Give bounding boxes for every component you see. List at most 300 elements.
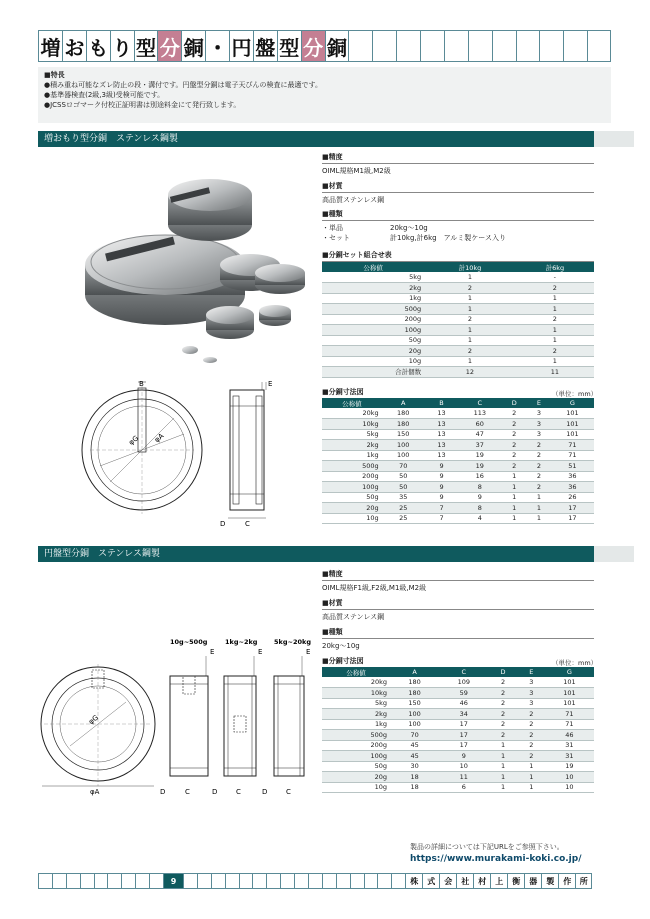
table-cell: 1 <box>424 272 516 283</box>
table-header: A <box>382 398 425 408</box>
table-cell: 10g <box>322 782 390 793</box>
footer-cell <box>350 873 364 889</box>
table-cell: 1 <box>501 503 527 514</box>
table-cell: 2 <box>527 482 551 493</box>
table-cell: 10g <box>322 513 382 524</box>
table-cell: 25 <box>382 503 425 514</box>
table-cell: 101 <box>545 677 594 688</box>
company-name-cell: 会 <box>439 873 456 889</box>
table-cell: 101 <box>545 698 594 709</box>
unit-label: （単位：mm） <box>552 390 598 398</box>
table-cell: 2 <box>424 346 516 357</box>
table-cell: 100 <box>382 450 425 461</box>
table-cell: 100g <box>322 482 382 493</box>
title-cell <box>372 30 396 62</box>
footer-cell <box>225 873 239 889</box>
dim-label-b: B <box>139 380 144 388</box>
footer-strip <box>38 873 594 889</box>
spec-heading: ■材質 <box>322 598 594 610</box>
table-cell: 10 <box>545 782 594 793</box>
table-cell: 46 <box>545 730 594 741</box>
title-cell <box>516 30 540 62</box>
table-cell: 1 <box>516 293 594 304</box>
title-cell: 銅 <box>325 30 349 62</box>
table-cell: 36 <box>551 482 594 493</box>
table-cell: 1 <box>501 482 527 493</box>
dim-label-e: E <box>268 380 273 388</box>
dim-label-e: E <box>210 648 215 656</box>
table-cell: 200g <box>322 740 390 751</box>
table-cell: 50g <box>322 761 390 772</box>
table-cell: 20kg <box>322 408 382 419</box>
table-cell: 9 <box>425 482 458 493</box>
title-cell: 円 <box>229 30 253 62</box>
table-row <box>322 325 594 336</box>
table-cell: 150 <box>390 698 439 709</box>
dim-label-g: φG <box>127 434 141 447</box>
table-cell: 2 <box>488 688 517 699</box>
table-row <box>322 304 594 315</box>
table-cell: 7 <box>425 513 458 524</box>
table-row <box>322 751 594 762</box>
spec-heading: ■分銅セット組合せ表 <box>322 250 594 262</box>
table-row <box>322 429 594 440</box>
table-row <box>322 719 594 730</box>
table-row <box>322 335 594 346</box>
title-cell <box>539 30 563 62</box>
footer-cell <box>52 873 66 889</box>
table-cell: 59 <box>439 688 488 699</box>
title-cell <box>587 30 611 62</box>
spec-precision-1 <box>322 152 594 176</box>
table-cell: 17 <box>439 740 488 751</box>
table-cell: 50g <box>322 492 382 503</box>
dim-label-g: φG <box>87 713 100 727</box>
table-cell: 109 <box>439 677 488 688</box>
company-name-cell: 製 <box>541 873 558 889</box>
table-row <box>322 709 594 720</box>
table-cell: 1 <box>501 471 527 482</box>
table-cell: 180 <box>390 688 439 699</box>
table-cell: 35 <box>382 492 425 503</box>
table-cell: 500g <box>322 730 390 741</box>
table-cell: 2kg <box>322 283 424 294</box>
table-cell: 20g <box>322 503 382 514</box>
table-row <box>322 782 594 793</box>
table-cell: 34 <box>439 709 488 720</box>
variant-label-medium: 1kg~2kg <box>225 638 258 646</box>
table-cell: 1 <box>501 513 527 524</box>
table-header: B <box>425 398 458 408</box>
table-header: 計10kg <box>424 262 516 272</box>
table-cell: 100 <box>382 440 425 451</box>
dimension-drawing-incremental-weight <box>80 378 300 528</box>
dimension-table-incremental <box>322 398 594 524</box>
footer-cell <box>391 873 405 889</box>
table-cell: 13 <box>425 429 458 440</box>
table-cell: 2 <box>518 730 545 741</box>
table-cell: 26 <box>551 492 594 503</box>
table-cell: 70 <box>390 730 439 741</box>
footer-note: 製品の詳細については下記URLをご参照下さい。 <box>410 843 564 851</box>
table-cell: 101 <box>551 429 594 440</box>
table-row <box>322 283 594 294</box>
table-cell: 9 <box>425 492 458 503</box>
table-cell: 1 <box>527 503 551 514</box>
table-cell: 71 <box>545 709 594 720</box>
type-value: 計10kg,計6kg アルミ製ケース入り <box>390 234 506 242</box>
footer-url-link[interactable]: https://www.murakami-koki.co.jp/ <box>410 854 582 864</box>
table-cell: 50g <box>322 335 424 346</box>
table-cell: 13 <box>425 450 458 461</box>
table-cell: 100 <box>390 719 439 730</box>
table-cell: 2 <box>501 408 527 419</box>
table-cell: 46 <box>439 698 488 709</box>
table-cell: 2 <box>518 709 545 720</box>
spec-value: 高品質ステンレス鋼 <box>322 613 385 621</box>
table-cell: 71 <box>551 450 594 461</box>
table-row <box>322 408 594 419</box>
table-row <box>322 450 594 461</box>
footer-cell <box>38 873 52 889</box>
page-number: 9 <box>163 873 183 889</box>
title-cell <box>444 30 468 62</box>
title-cell: お <box>62 30 86 62</box>
variant-label-large: 5kg~20kg <box>274 638 311 646</box>
footer-cell <box>266 873 280 889</box>
table-cell: 2 <box>518 740 545 751</box>
spec-precision-2 <box>322 569 594 593</box>
dim-label-d: D <box>220 520 226 528</box>
table-cell: 2 <box>501 450 527 461</box>
set-combination-table <box>322 262 594 378</box>
table-cell: 2 <box>527 461 551 472</box>
table-cell: 1 <box>424 356 516 367</box>
title-cell <box>468 30 492 62</box>
title-cell <box>563 30 587 62</box>
table-cell: 45 <box>390 751 439 762</box>
spec-value: OIML規格M1級,M2級 <box>322 167 391 175</box>
table-header: A <box>390 667 439 677</box>
feature-item: ●積み重ね可能なズレ防止の段・溝付です。円盤型分銅は電子天びんの検査に最適です。 <box>44 81 322 89</box>
table-cell: 12 <box>424 367 516 378</box>
table-row <box>322 761 594 772</box>
table-cell: 1 <box>516 335 594 346</box>
company-name-cell: 株 <box>405 873 422 889</box>
table-header: 公称値 <box>322 262 424 272</box>
dim-label-d: D <box>212 788 218 796</box>
table-cell: 3 <box>527 429 551 440</box>
table-cell: 1 <box>501 492 527 503</box>
table-cell: 3 <box>518 698 545 709</box>
table-row <box>322 688 594 699</box>
dimension-drawing-disc-weight <box>40 636 322 798</box>
table-cell: 10 <box>439 761 488 772</box>
section-bar-tab <box>594 131 634 147</box>
company-name-cell: 作 <box>558 873 575 889</box>
table-cell: 7 <box>425 503 458 514</box>
dim-label-d: D <box>160 788 166 796</box>
footer-cell <box>211 873 225 889</box>
title-cell: 増 <box>38 30 62 62</box>
table-cell: 2 <box>488 698 517 709</box>
footer-cell <box>294 873 308 889</box>
table-cell: 1 <box>488 782 517 793</box>
table-cell: 1 <box>424 325 516 336</box>
table-cell: 1 <box>424 304 516 315</box>
table-row <box>322 482 594 493</box>
type-value: 20kg～10g <box>390 224 428 232</box>
table-cell: 10kg <box>322 688 390 699</box>
table-header: D <box>488 667 517 677</box>
table-cell: 31 <box>545 751 594 762</box>
table-cell: 1 <box>518 772 545 783</box>
table-cell: 2 <box>518 751 545 762</box>
footer-cell <box>135 873 149 889</box>
company-name-cell: 器 <box>524 873 541 889</box>
table-cell: 2 <box>488 719 517 730</box>
table-cell: 36 <box>551 471 594 482</box>
table-cell: 1 <box>527 492 551 503</box>
company-name-cell: 式 <box>422 873 439 889</box>
table-cell: 100g <box>322 325 424 336</box>
type-key: ・単品 <box>322 224 343 232</box>
table-cell: 1 <box>488 740 517 751</box>
table-cell: 1 <box>488 761 517 772</box>
table-cell: 11 <box>516 367 594 378</box>
table-cell: 47 <box>458 429 501 440</box>
table-cell: 2 <box>518 719 545 730</box>
spec-types-1 <box>322 209 594 243</box>
table-cell: 5kg <box>322 429 382 440</box>
title-cell: も <box>86 30 110 62</box>
dim-label-a: φA <box>90 788 100 796</box>
table-cell: 101 <box>551 408 594 419</box>
table-row <box>322 740 594 751</box>
table-cell: 9 <box>439 751 488 762</box>
variant-label-small: 10g~500g <box>170 638 208 646</box>
table-header: 公称値 <box>322 667 390 677</box>
table-cell: 200g <box>322 314 424 325</box>
table-cell: 20kg <box>322 677 390 688</box>
footer-cell <box>364 873 378 889</box>
spec-value: 20kg～10g <box>322 642 360 650</box>
footer-cell <box>80 873 94 889</box>
table-cell: 1kg <box>322 719 390 730</box>
title-cell <box>492 30 516 62</box>
table-cell: 150 <box>382 429 425 440</box>
company-name-cell: 村 <box>473 873 490 889</box>
table-cell: 9 <box>425 461 458 472</box>
table-row <box>322 772 594 783</box>
footer-cell <box>94 873 108 889</box>
table-cell: 10 <box>545 772 594 783</box>
table-cell: 9 <box>425 471 458 482</box>
table-cell: 合計個数 <box>322 367 424 378</box>
table-cell: 101 <box>545 688 594 699</box>
table-header: C <box>439 667 488 677</box>
table-row <box>322 314 594 325</box>
dim-label-c: C <box>185 788 190 796</box>
table-cell: 1 <box>516 304 594 315</box>
unit-label: （単位：mm） <box>552 659 598 667</box>
feature-item: ●基準器検査(2級,3級)受検可能です。 <box>44 91 165 99</box>
title-cell <box>420 30 444 62</box>
table-cell: 71 <box>545 719 594 730</box>
table-cell: 37 <box>458 440 501 451</box>
title-cell: ・ <box>205 30 229 62</box>
footer-cell <box>322 873 336 889</box>
title-cell: 型 <box>277 30 301 62</box>
table-header: E <box>527 398 551 408</box>
table-cell: 10kg <box>322 419 382 430</box>
table-cell: 500g <box>322 304 424 315</box>
table-cell: 11 <box>439 772 488 783</box>
table-cell: 180 <box>390 677 439 688</box>
table-row <box>322 367 594 378</box>
table-cell: 2 <box>501 429 527 440</box>
table-cell: 6 <box>439 782 488 793</box>
table-cell: 1 <box>424 335 516 346</box>
spec-set-table-heading <box>322 250 594 262</box>
spec-heading: ■種類 <box>322 627 594 639</box>
spec-heading: ■分銅寸法図 <box>322 387 594 399</box>
footer-cell <box>308 873 322 889</box>
company-name-cell: 衡 <box>507 873 524 889</box>
table-cell: 2 <box>488 677 517 688</box>
title-cell <box>396 30 420 62</box>
footer-cell <box>149 873 163 889</box>
table-cell: 1 <box>527 513 551 524</box>
table-header: 公称値 <box>322 398 382 408</box>
dimension-table-disc <box>322 667 594 793</box>
table-cell: 3 <box>518 688 545 699</box>
title-cell: 型 <box>134 30 158 62</box>
table-cell: 2 <box>488 730 517 741</box>
table-cell: 2kg <box>322 709 390 720</box>
table-cell: 2 <box>488 709 517 720</box>
table-cell: 200g <box>322 471 382 482</box>
title-cell: り <box>110 30 134 62</box>
table-cell: 2 <box>527 440 551 451</box>
table-cell: 2 <box>516 283 594 294</box>
footer-cell <box>107 873 121 889</box>
table-cell: 1 <box>488 772 517 783</box>
footer-cell <box>377 873 391 889</box>
table-cell: 180 <box>382 419 425 430</box>
table-cell: 1 <box>488 751 517 762</box>
table-cell: 5kg <box>322 272 424 283</box>
table-cell: 2 <box>527 450 551 461</box>
table-cell: 3 <box>527 419 551 430</box>
table-cell: 113 <box>458 408 501 419</box>
table-cell: 180 <box>382 408 425 419</box>
table-header: D <box>501 398 527 408</box>
table-cell: 2kg <box>322 440 382 451</box>
table-cell: 2 <box>501 419 527 430</box>
table-cell: 16 <box>458 471 501 482</box>
table-cell: 1 <box>518 782 545 793</box>
spec-types-2 <box>322 627 594 651</box>
table-cell: 13 <box>425 419 458 430</box>
table-row <box>322 272 594 283</box>
dim-label-c: C <box>245 520 250 528</box>
footer-cell <box>336 873 350 889</box>
table-cell: 2 <box>501 461 527 472</box>
table-cell: 101 <box>551 419 594 430</box>
table-row <box>322 730 594 741</box>
table-row <box>322 346 594 357</box>
footer-cell <box>252 873 266 889</box>
table-row <box>322 698 594 709</box>
table-cell: 19 <box>545 761 594 772</box>
table-cell: 1 <box>424 293 516 304</box>
table-header: C <box>458 398 501 408</box>
table-cell: 1kg <box>322 450 382 461</box>
product-photo-incremental-weights <box>70 165 315 380</box>
table-cell: 13 <box>425 440 458 451</box>
table-cell: 18 <box>390 772 439 783</box>
table-cell: 70 <box>382 461 425 472</box>
dim-label-a: φA <box>153 431 166 445</box>
dim-label-c: C <box>236 788 241 796</box>
table-row <box>322 471 594 482</box>
spec-heading: ■種類 <box>322 209 594 221</box>
spec-heading: ■分銅寸法図 <box>322 656 594 668</box>
table-header: E <box>518 667 545 677</box>
spec-value: OIML規格F1級,F2級,M1級,M2級 <box>322 584 427 592</box>
spec-heading: ■精度 <box>322 569 594 581</box>
table-cell: 2 <box>501 440 527 451</box>
feature-item: ●JCSSロゴマーク付校正証明書は別途料金にて発行致します。 <box>44 101 241 109</box>
table-row <box>322 513 594 524</box>
table-row <box>322 677 594 688</box>
table-cell: 20g <box>322 346 424 357</box>
table-cell: 51 <box>551 461 594 472</box>
page-title-strip <box>38 30 611 62</box>
table-cell: 2 <box>516 314 594 325</box>
table-cell: 20g <box>322 772 390 783</box>
table-header: G <box>551 398 594 408</box>
table-cell: 60 <box>458 419 501 430</box>
company-name-cell: 社 <box>456 873 473 889</box>
table-cell: 5kg <box>322 698 390 709</box>
section-bar-incremental-weight: 増おもり型分銅 ステンレス鋼製 <box>38 131 594 147</box>
title-cell: 銅 <box>181 30 205 62</box>
table-cell: 17 <box>439 730 488 741</box>
table-row <box>322 419 594 430</box>
table-cell: 25 <box>382 513 425 524</box>
title-cell <box>348 30 372 62</box>
table-row <box>322 461 594 472</box>
table-cell: 1 <box>516 325 594 336</box>
table-cell: 9 <box>458 492 501 503</box>
table-cell: 50 <box>382 471 425 482</box>
features-heading: ■特長 <box>44 71 65 79</box>
footer-cell <box>121 873 135 889</box>
dim-label-e: E <box>258 648 263 656</box>
table-cell: 2 <box>424 283 516 294</box>
table-cell: 10g <box>322 356 424 367</box>
company-name-cell: 所 <box>575 873 592 889</box>
table-row <box>322 356 594 367</box>
table-row <box>322 492 594 503</box>
table-row <box>322 440 594 451</box>
table-cell: 1kg <box>322 293 424 304</box>
spec-value: 高品質ステンレス鋼 <box>322 196 385 204</box>
table-cell: 18 <box>390 782 439 793</box>
table-cell: 1 <box>518 761 545 772</box>
